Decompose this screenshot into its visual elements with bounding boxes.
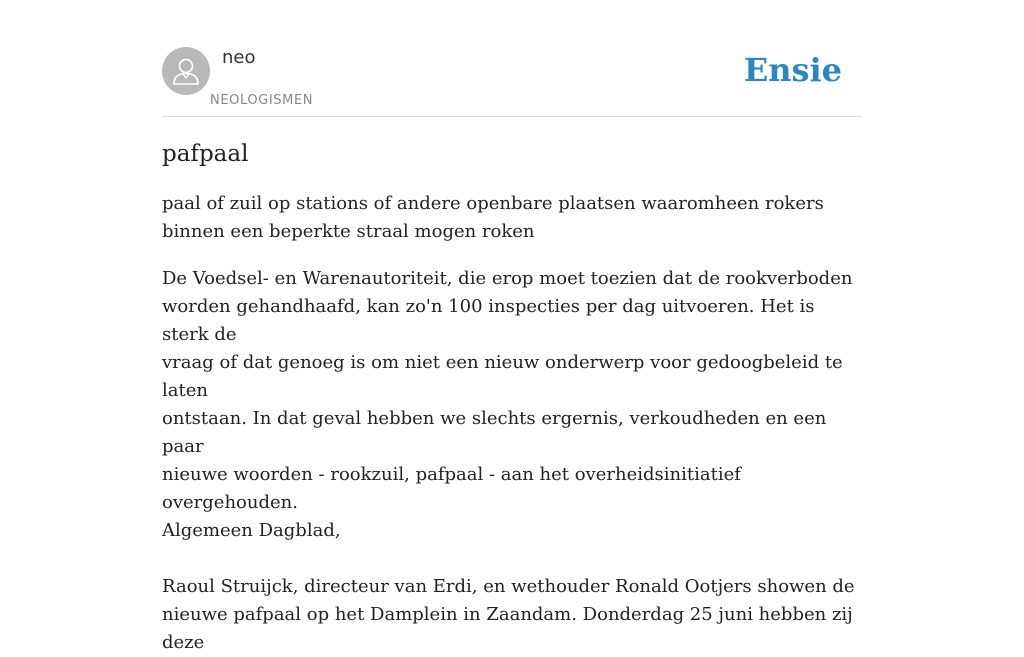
author-name[interactable]: neo	[222, 47, 256, 68]
example-line: vraag of dat genoeg is om niet een nieuw onderwerp voor gedoogbeleid te laten	[162, 352, 843, 401]
category-link[interactable]: NEOLOGISMEN	[210, 93, 314, 108]
entry-content	[162, 138, 862, 657]
example-line: ontstaan. In dat geval hebben we slechts ergernis, verkoudheden en een paar	[162, 408, 827, 457]
example-spacer	[162, 545, 862, 573]
example-line: worden gehandhaafd, kan zo'n 100 inspecties per dag uitvoeren. Het is sterk de	[162, 296, 815, 345]
entry-term: pafpaal	[162, 141, 249, 167]
entry-definition: paal of zuil op stations of andere openbare plaatsen waaromheen rokers binnen een beperkte straal mogen roken	[162, 193, 824, 242]
ensie-logo[interactable]: Ensie	[743, 51, 842, 89]
example-line: De Voedsel- en Warenautoriteit, die erop moet toezien dat de rookverboden	[162, 268, 853, 289]
example-line: nieuwe pafpaal op het Damplein in Zaandam. Donderdag 25 juni hebben zij deze	[162, 604, 853, 653]
avatar[interactable]	[162, 47, 210, 95]
entry-header	[162, 46, 862, 117]
example-line: Algemeen Dagblad,	[162, 520, 341, 541]
example-line: Raoul Struijck, directeur van Erdi, en wethouder Ronald Ootjers showen de	[162, 576, 855, 597]
user-silhouette-icon	[162, 47, 210, 95]
example-line: nieuwe woorden - rookzuil, pafpaal - aan het overheidsinitiatief overgehouden.	[162, 464, 741, 513]
entry-example	[162, 265, 862, 657]
